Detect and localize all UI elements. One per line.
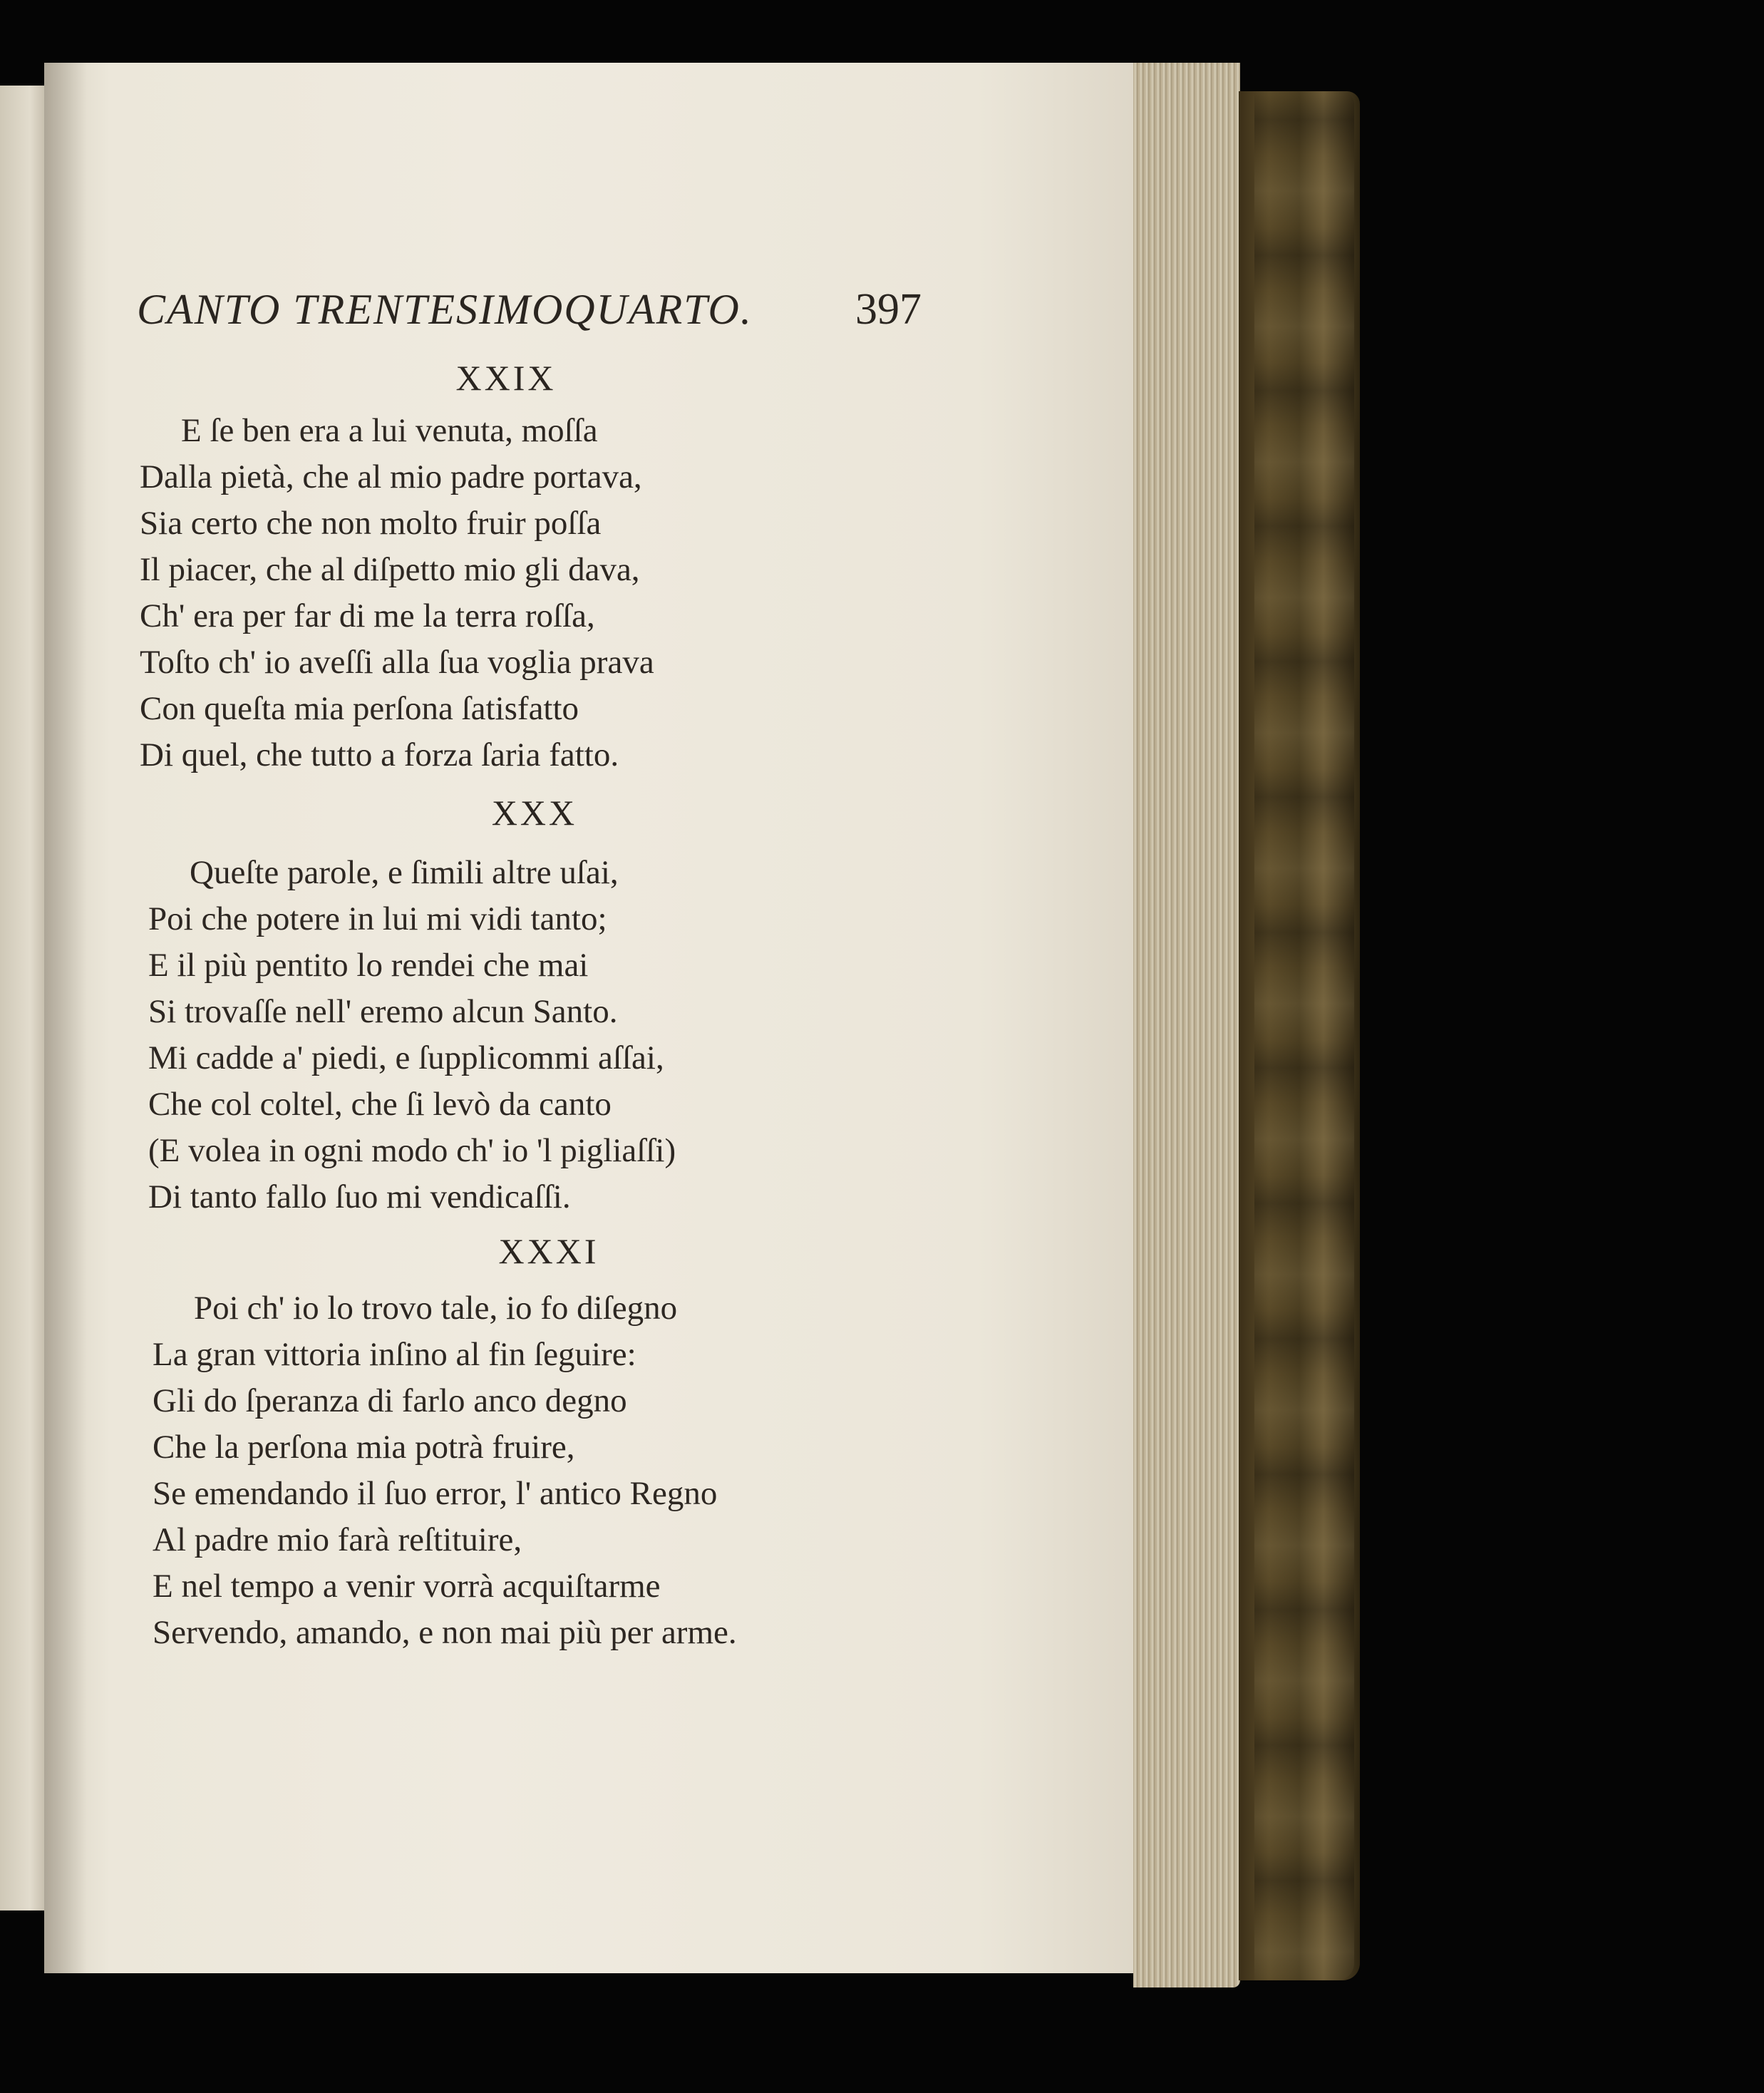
page-number: 397 [855, 285, 922, 334]
verse-line: Gli do ſperanza di farlo anco degno [153, 1382, 627, 1419]
verse-line: Si trovaſſe nell' eremo alcun Santo. [148, 993, 618, 1030]
verse-line: Di tanto fallo ſuo mi vendicaſſi. [148, 1178, 571, 1215]
stanza-number: XXIX [455, 358, 557, 398]
verse-line: Che col coltel, che ſi levò da canto [148, 1086, 612, 1123]
running-title: CANTO TRENTESIMOQUARTO. [137, 286, 753, 333]
stanza-xxx [148, 850, 676, 1220]
gutter-shadow [44, 63, 87, 1973]
verse-line: E il più pentito lo rendei che mai [148, 947, 589, 984]
verse-line: Poi ch' io lo trovo tale, io fo diſegno [194, 1290, 678, 1327]
page-block-edges [1133, 63, 1240, 1987]
verse-line: Ch' era per far di me la terra roſſa, [140, 597, 595, 634]
previous-page-edge [0, 86, 50, 1911]
verse-line: Mi cadde a' piedi, e ſupplicommi aſſai, [148, 1039, 664, 1076]
verse-line: Sia certo che non molto fruir poſſa [140, 505, 602, 542]
stanza-xxix [140, 408, 654, 778]
verse-line: Che la perſona mia potrà fruire, [153, 1429, 575, 1466]
verse-line: Se emendando il ſuo error, l' antico Regno [153, 1475, 718, 1512]
stanza-number: XXXI [498, 1231, 599, 1271]
stanza-xxxi [153, 1285, 737, 1656]
verse-line: La gran vittoria inſino al fin ſeguire: [153, 1336, 636, 1373]
running-head [137, 279, 949, 339]
verse-line: Il piacer, che al diſpetto mio gli dava, [140, 551, 640, 588]
stanza-number: XXX [491, 793, 578, 833]
verse-line: Al padre mio farà reſtituire, [153, 1521, 522, 1558]
verse-line: (E volea in ogni modo ch' io 'l pigliaſſi) [148, 1132, 676, 1169]
leather-cover-texture [1254, 91, 1354, 1980]
verse-line: Con queſta mia perſona ſatisfatto [140, 690, 579, 727]
verse-line: Di quel, che tutto a forza ſaria fatto. [140, 736, 619, 773]
verse-line: Toſto ch' io aveſſi alla ſua voglia prava [140, 644, 654, 681]
verse-line: Queſte parole, e ſimili altre uſai, [190, 854, 619, 891]
verse-line: E ſe ben era a lui venuta, moſſa [181, 412, 598, 449]
verse-line: Dalla pietà, che al mio padre portava, [140, 458, 642, 495]
verse-line: Poi che potere in lui mi vidi tanto; [148, 900, 607, 937]
verse-line: Servendo, amando, e non mai più per arme. [153, 1614, 737, 1651]
verse-line: E nel tempo a venir vorrà acquiſtarme [153, 1568, 661, 1605]
